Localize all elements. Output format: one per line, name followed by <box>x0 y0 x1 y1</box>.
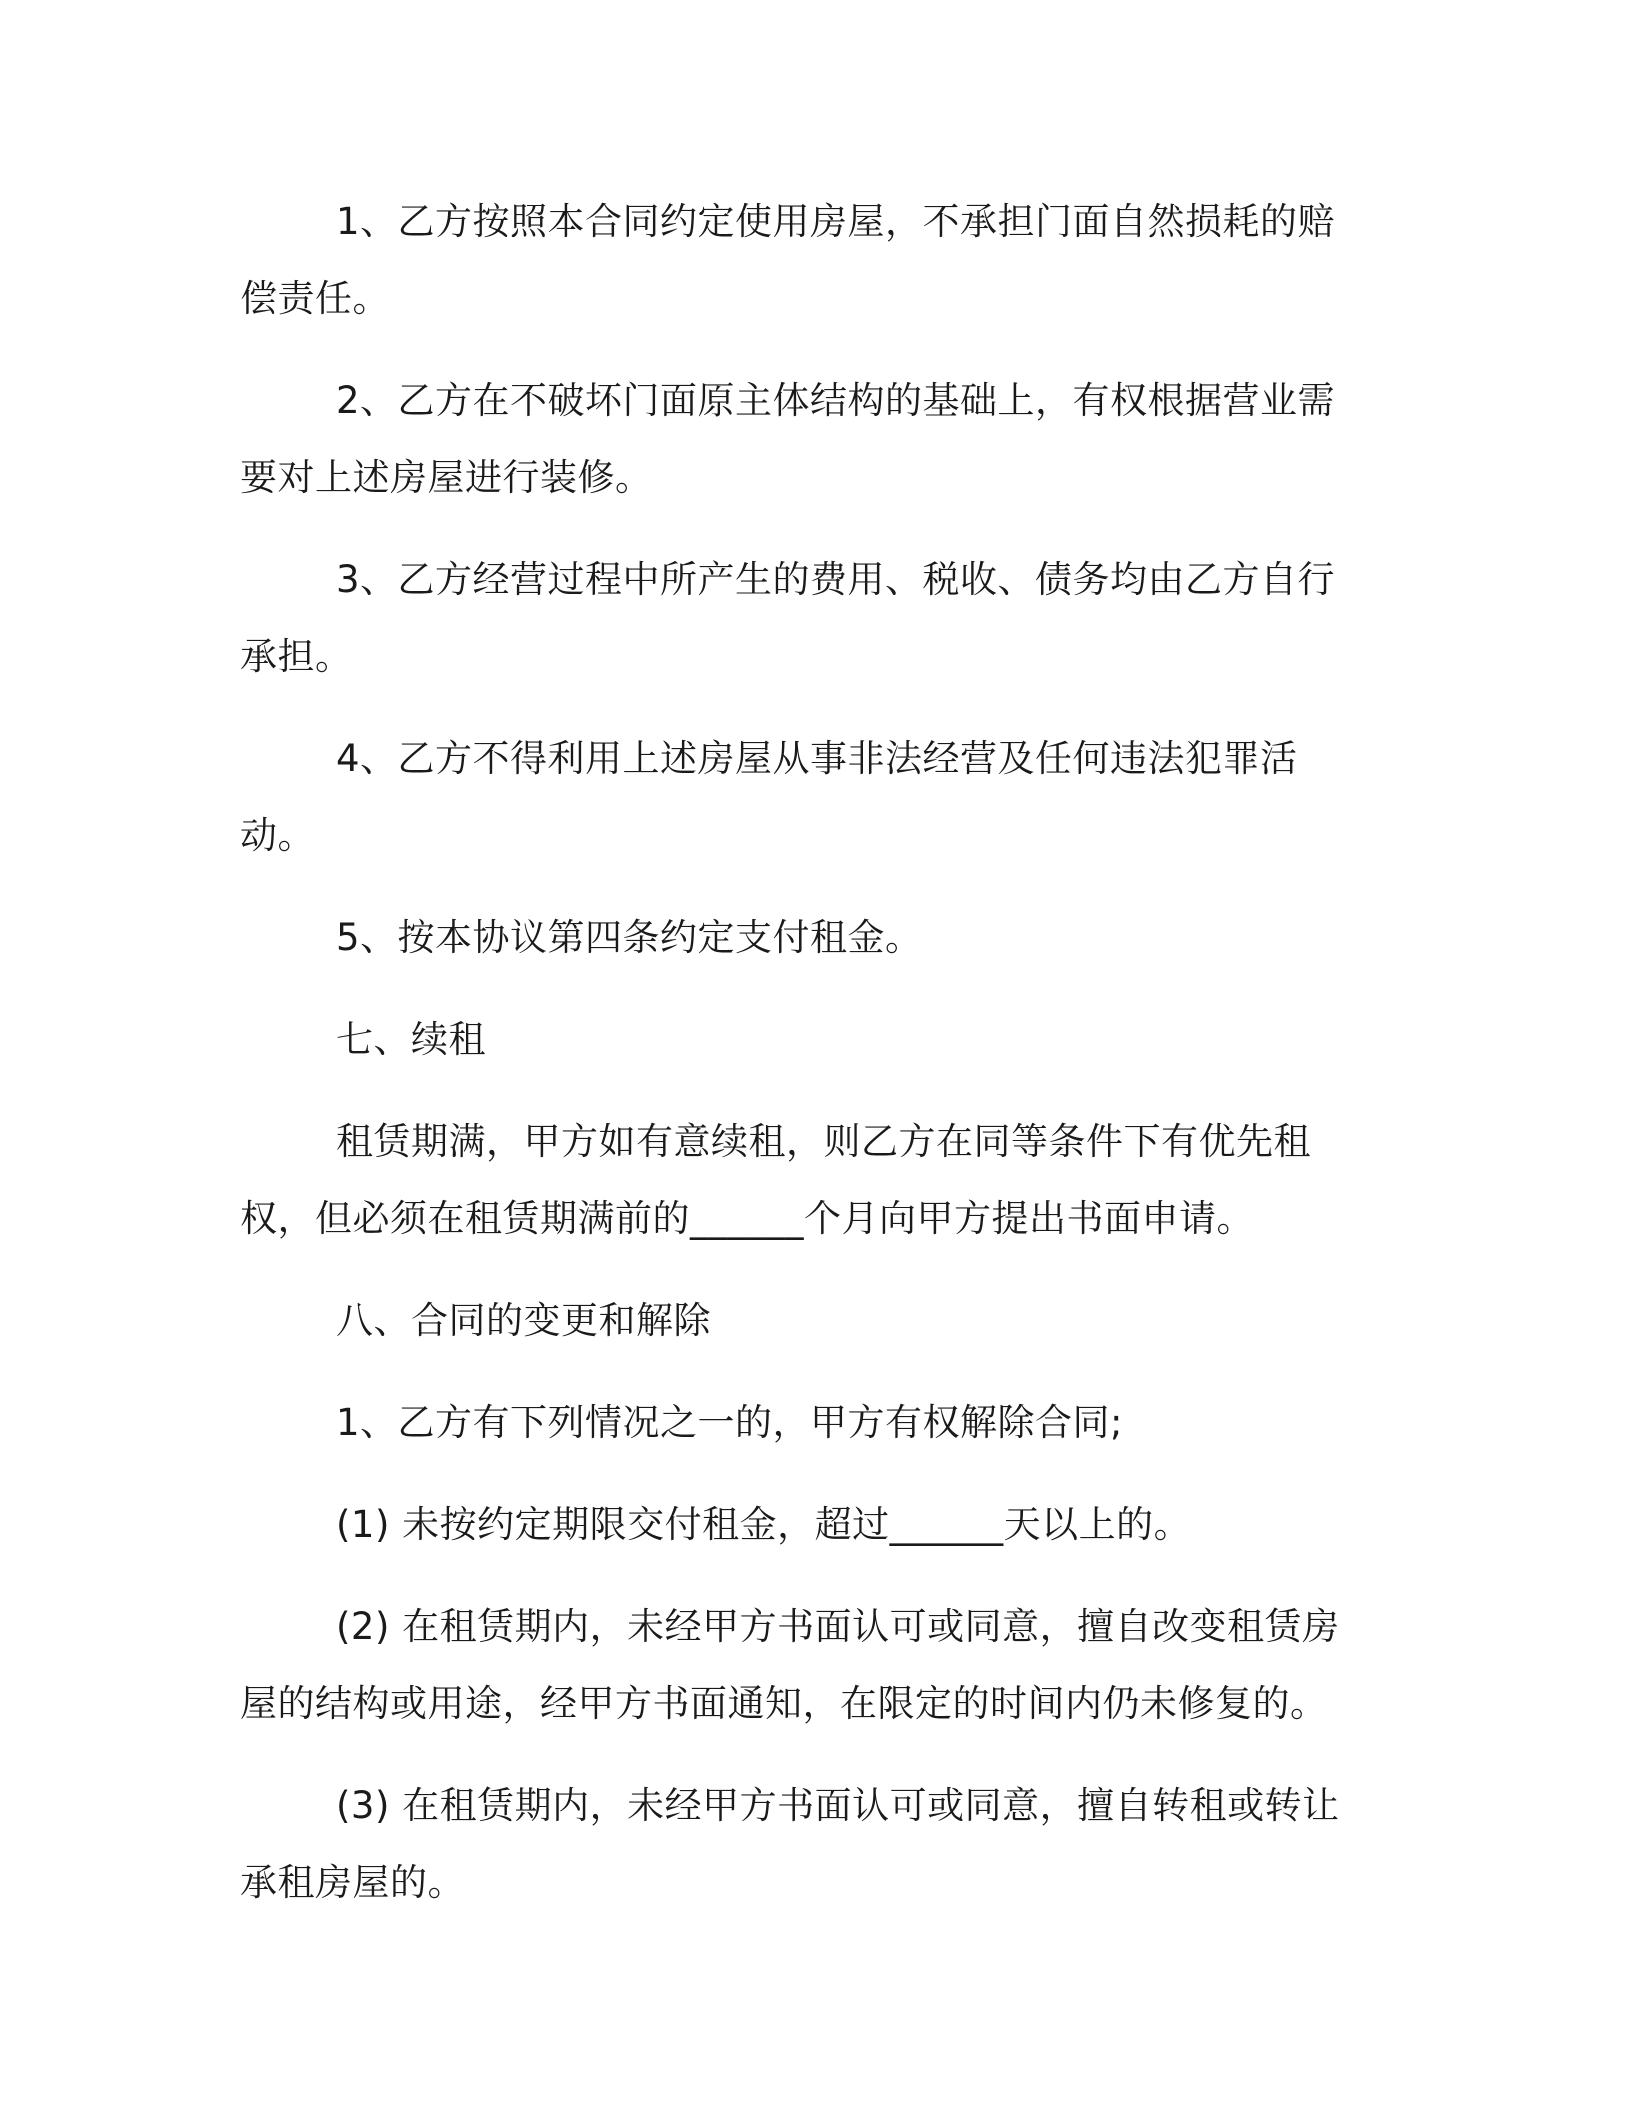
termination-clause-1-paragraph: 1、乙方有下列情况之一的，甲方有权解除合同; <box>336 1401 1124 1444</box>
renewal-paragraph: 租赁期满，甲方如有意续租，则乙方在同等条件下有优先租权，但必须在租赁期满前的______个月向甲方提出书面申请。 <box>240 1120 1311 1240</box>
clause-5-paragraph: 5、按本协议第四条约定支付租金。 <box>336 916 923 959</box>
clause-1-paragraph: 1、乙方按照本合同约定使用房屋，不承担门面自然损耗的赔偿责任。 <box>240 200 1336 320</box>
document-body <box>240 183 1360 1946</box>
termination-item-3-paragraph: (3) 在租赁期内，未经甲方书面认可或同意，擅自转租或转让承租房屋的。 <box>240 1784 1340 1904</box>
section-change-termination-heading: 八、合同的变更和解除 <box>336 1299 711 1342</box>
clause-3-paragraph: 3、乙方经营过程中所产生的费用、税收、债务均由乙方自行承担。 <box>240 558 1336 678</box>
termination-item-1-paragraph: (1) 未按约定期限交付租金，超过______天以上的。 <box>336 1503 1192 1546</box>
section-renewal-heading: 七、续租 <box>336 1018 486 1061</box>
clause-2-paragraph: 2、乙方在不破坏门面原主体结构的基础上，有权根据营业需要对上述房屋进行装修。 <box>240 379 1336 499</box>
termination-item-2-paragraph: (2) 在租赁期内，未经甲方书面认可或同意，擅自改变租赁房屋的结构或用途，经甲方书面通知，在限定的时间内仍未修复的。 <box>240 1605 1340 1725</box>
clause-4-paragraph: 4、乙方不得利用上述房屋从事非法经营及任何违法犯罪活动。 <box>240 737 1298 857</box>
